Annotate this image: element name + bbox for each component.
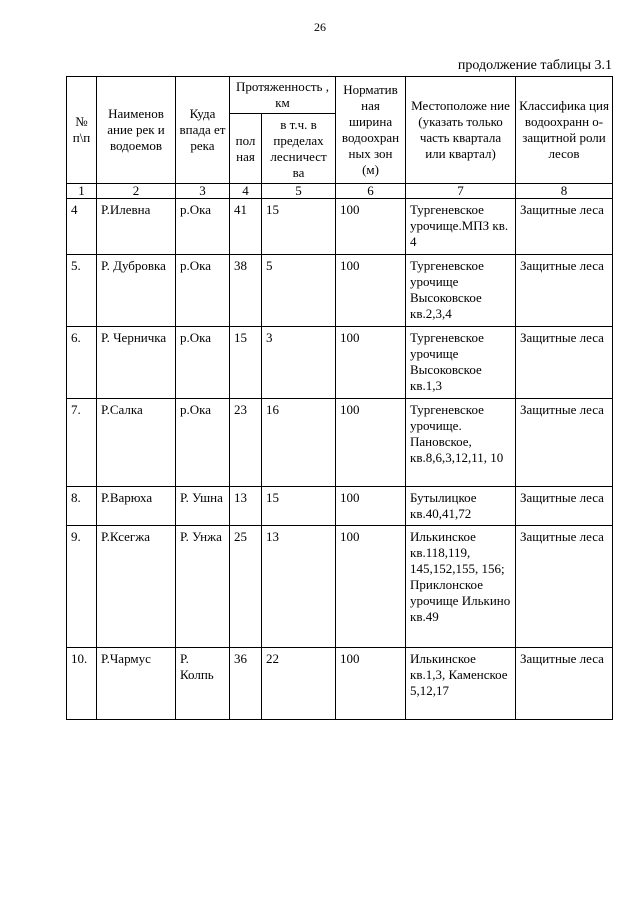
cell-classification: Защитные леса (516, 255, 613, 327)
cell-flows-into: р.Ока (176, 327, 230, 399)
cell-location: Тургеневское урочище. Пановское, кв.8,6,3,12,11, 10 (406, 399, 516, 487)
cell-flows-into: Р. Унжа (176, 526, 230, 648)
cell-normative-width: 100 (336, 648, 406, 720)
header-num: № п\п (67, 77, 97, 184)
cell-classification: Защитные леса (516, 327, 613, 399)
cell-length-within: 15 (262, 199, 336, 255)
cell-length-within: 15 (262, 487, 336, 526)
cell-num: 8. (67, 487, 97, 526)
cell-normative-width: 100 (336, 327, 406, 399)
cell-location: Бутылицкое кв.40,41,72 (406, 487, 516, 526)
table-row (67, 487, 613, 526)
cell-location: Илькинское кв.1,3, Каменское 5,12,17 (406, 648, 516, 720)
column-number: 3 (176, 184, 230, 199)
header-normative-width: Норматив ная ширина водоохран ных зон (м) (336, 77, 406, 184)
cell-name: Р.Ксегжа (97, 526, 176, 648)
cell-length-total: 41 (230, 199, 262, 255)
cell-length-total: 13 (230, 487, 262, 526)
header-name: Наименов ание рек и водоемов (97, 77, 176, 184)
table-row (67, 327, 613, 399)
cell-length-within: 13 (262, 526, 336, 648)
column-number: 5 (262, 184, 336, 199)
cell-location: Илькинское кв.118,119, 145,152,155, 156; Приклонское урочище Илькино кв.49 (406, 526, 516, 648)
table-row (67, 255, 613, 327)
column-number: 8 (516, 184, 613, 199)
column-number: 7 (406, 184, 516, 199)
cell-length-total: 36 (230, 648, 262, 720)
cell-classification: Защитные леса (516, 199, 613, 255)
column-number: 4 (230, 184, 262, 199)
cell-length-total: 23 (230, 399, 262, 487)
cell-num: 9. (67, 526, 97, 648)
cell-num: 5. (67, 255, 97, 327)
cell-normative-width: 100 (336, 526, 406, 648)
cell-flows-into: р.Ока (176, 399, 230, 487)
header-classification: Классифика ция водоохранн о-защитной роли лесов (516, 77, 613, 184)
cell-length-within: 22 (262, 648, 336, 720)
cell-length-within: 5 (262, 255, 336, 327)
cell-flows-into: Р. Колпь (176, 648, 230, 720)
cell-flows-into: Р. Ушна (176, 487, 230, 526)
cell-location: Тургеневское урочище Высоковское кв.1,3 (406, 327, 516, 399)
header-flows-into: Куда впада ет река (176, 77, 230, 184)
cell-classification: Защитные леса (516, 399, 613, 487)
cell-name: Р.Варюха (97, 487, 176, 526)
cell-num: 7. (67, 399, 97, 487)
cell-num: 6. (67, 327, 97, 399)
cell-name: Р. Черничка (97, 327, 176, 399)
column-number: 6 (336, 184, 406, 199)
header-length-within: в т.ч. в пределах лесничест ва (262, 114, 336, 184)
cell-normative-width: 100 (336, 399, 406, 487)
cell-normative-width: 100 (336, 199, 406, 255)
cell-normative-width: 100 (336, 255, 406, 327)
cell-name: Р. Дубровка (97, 255, 176, 327)
cell-name: Р.Илевна (97, 199, 176, 255)
column-number: 1 (67, 184, 97, 199)
cell-classification: Защитные леса (516, 487, 613, 526)
cell-flows-into: р.Ока (176, 255, 230, 327)
cell-normative-width: 100 (336, 487, 406, 526)
header-location: Местоположе ние (указать только часть квартала или квартал) (406, 77, 516, 184)
header-length-group: Протяженность , км (230, 77, 336, 114)
cell-length-total: 15 (230, 327, 262, 399)
cell-flows-into: р.Ока (176, 199, 230, 255)
table-row (67, 648, 613, 720)
cell-classification: Защитные леса (516, 526, 613, 648)
column-number: 2 (97, 184, 176, 199)
cell-location: Тургеневское урочище Высоковское кв.2,3,4 (406, 255, 516, 327)
table-row (67, 199, 613, 255)
rivers-table (66, 76, 613, 720)
table-continuation-label: продолжение таблицы 3.1 (457, 58, 612, 73)
cell-length-within: 16 (262, 399, 336, 487)
cell-location: Тургеневское урочище.МПЗ кв. 4 (406, 199, 516, 255)
cell-length-total: 25 (230, 526, 262, 648)
cell-length-total: 38 (230, 255, 262, 327)
table-row (67, 399, 613, 487)
cell-name: Р.Салка (97, 399, 176, 487)
table-row (67, 526, 613, 648)
cell-name: Р.Чармус (97, 648, 176, 720)
page-number: 26 (314, 20, 326, 34)
cell-length-within: 3 (262, 327, 336, 399)
cell-num: 10. (67, 648, 97, 720)
cell-classification: Защитные леса (516, 648, 613, 720)
header-length-total: пол ная (230, 114, 262, 184)
cell-num: 4 (67, 199, 97, 255)
